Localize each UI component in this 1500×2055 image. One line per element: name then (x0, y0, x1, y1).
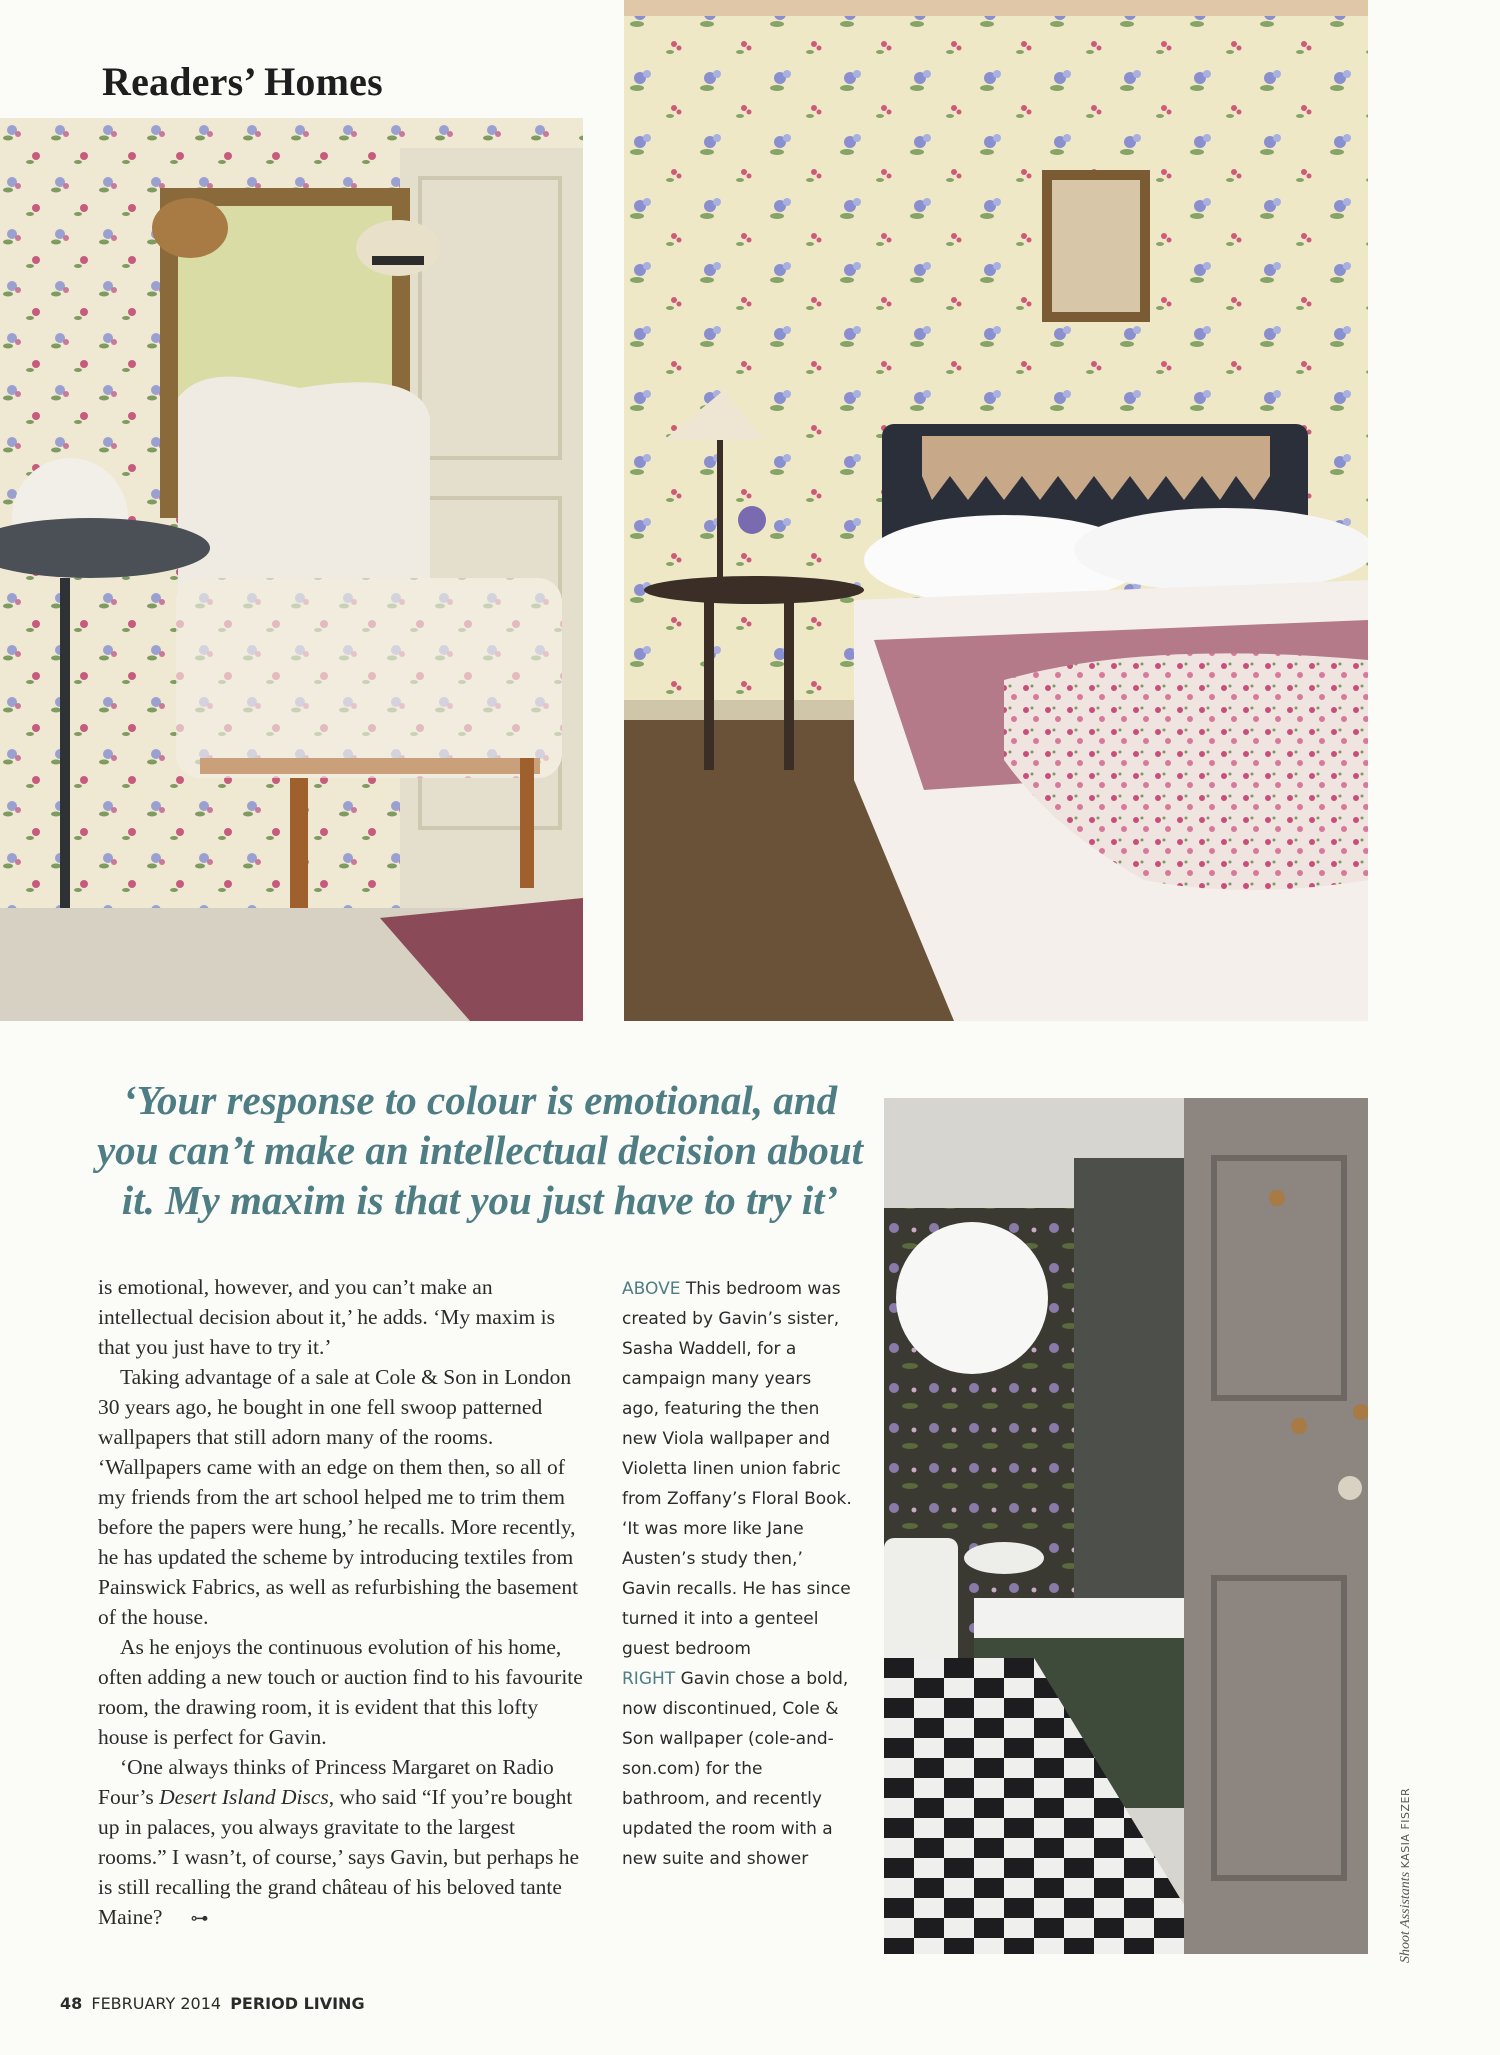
caption-right (622, 1664, 852, 1874)
pull-quote: ‘Your response to colour is emotional, and you can’t make an intellectual decision about it. My maxim is that you just have to try it’ (96, 1077, 864, 1223)
publication-name: PERIOD LIVING (230, 1994, 365, 2013)
photo-bathroom (884, 1098, 1368, 1954)
caption-above-label: ABOVE (622, 1279, 681, 1299)
photo-credit (1398, 1788, 1414, 1963)
caption-right-label: RIGHT (622, 1669, 676, 1689)
bathroom-scene-graphic (884, 1098, 1368, 1954)
radio-show-title: Desert Island Discs (159, 1785, 329, 1809)
body-paragraph-4-part-a: ‘One always thinks of Princess Margaret on Radio Four’s (98, 1755, 554, 1809)
body-paragraph-1: is emotional, however, and you can’t make an intellectual decision about it,’ he adds. ‘My maxim is that you just have to try it.’ (98, 1275, 555, 1359)
bedroom-scene-graphic (624, 0, 1368, 1021)
section-title: Readers’ Homes (102, 59, 383, 104)
caption-above (622, 1274, 852, 1664)
photo-bedroom (624, 0, 1368, 1021)
issue-date: FEBRUARY 2014 (91, 1994, 222, 2013)
body-paragraph-4 (98, 1752, 588, 1933)
body-paragraph-4-part-b: , who said “If you’re bought up in palaces, you always gravitate to the largest rooms.” I wasn’t, of course,’ says Gavin, but perhaps he is still recalling the grand château of his beloved tante Maine? (98, 1785, 580, 1929)
page-footer (60, 1994, 365, 2013)
key-end-mark-icon: ⊶ (190, 1908, 209, 1928)
body-paragraph-3: As he enjoys the continuous evolution of his home, often adding a new touch or auction find to his favourite room, the drawing room, it is evident that this lofty house is perfect for Gavin. (98, 1635, 583, 1749)
caption-above-text: This bedroom was created by Gavin’s sister, Sasha Waddell, for a campaign many years ago, featuring the then new Viola wallpaper and Violetta linen union fabric from Zoffany’s Floral Book. ‘It was more like Jane Austen’s study then,’ Gavin recalls. He has since turned it into a genteel guest bedroom (622, 1279, 852, 1659)
photo-captions (622, 1274, 852, 1874)
credit-label: Shoot Assistants (1398, 1871, 1413, 1963)
caption-right-text: Gavin chose a bold, now discontinued, Cole & Son wallpaper (cole-and-son.com) for the bathroom, and recently updated the room with a new suite and shower (622, 1669, 849, 1869)
body-paragraph-2: Taking advantage of a sale at Cole & Son in London 30 years ago, he bought in one fell swoop patterned wallpapers that still adorn many of the rooms. ‘Wallpapers came with an edge on them then, so all of my friends from the art school helped me to trim them before the papers were hung,’ he recalls. More recently, he has updated the scheme by introducing textiles from Painswick Fabrics, as well as refurbishing the basement of the house. (98, 1365, 579, 1629)
article-body (98, 1272, 588, 1933)
page-number: 48 (60, 1994, 83, 2013)
photo-armchair (0, 118, 583, 1021)
credit-name: KASIA FISZER (1399, 1787, 1412, 1869)
armchair-scene-graphic (0, 118, 583, 1021)
